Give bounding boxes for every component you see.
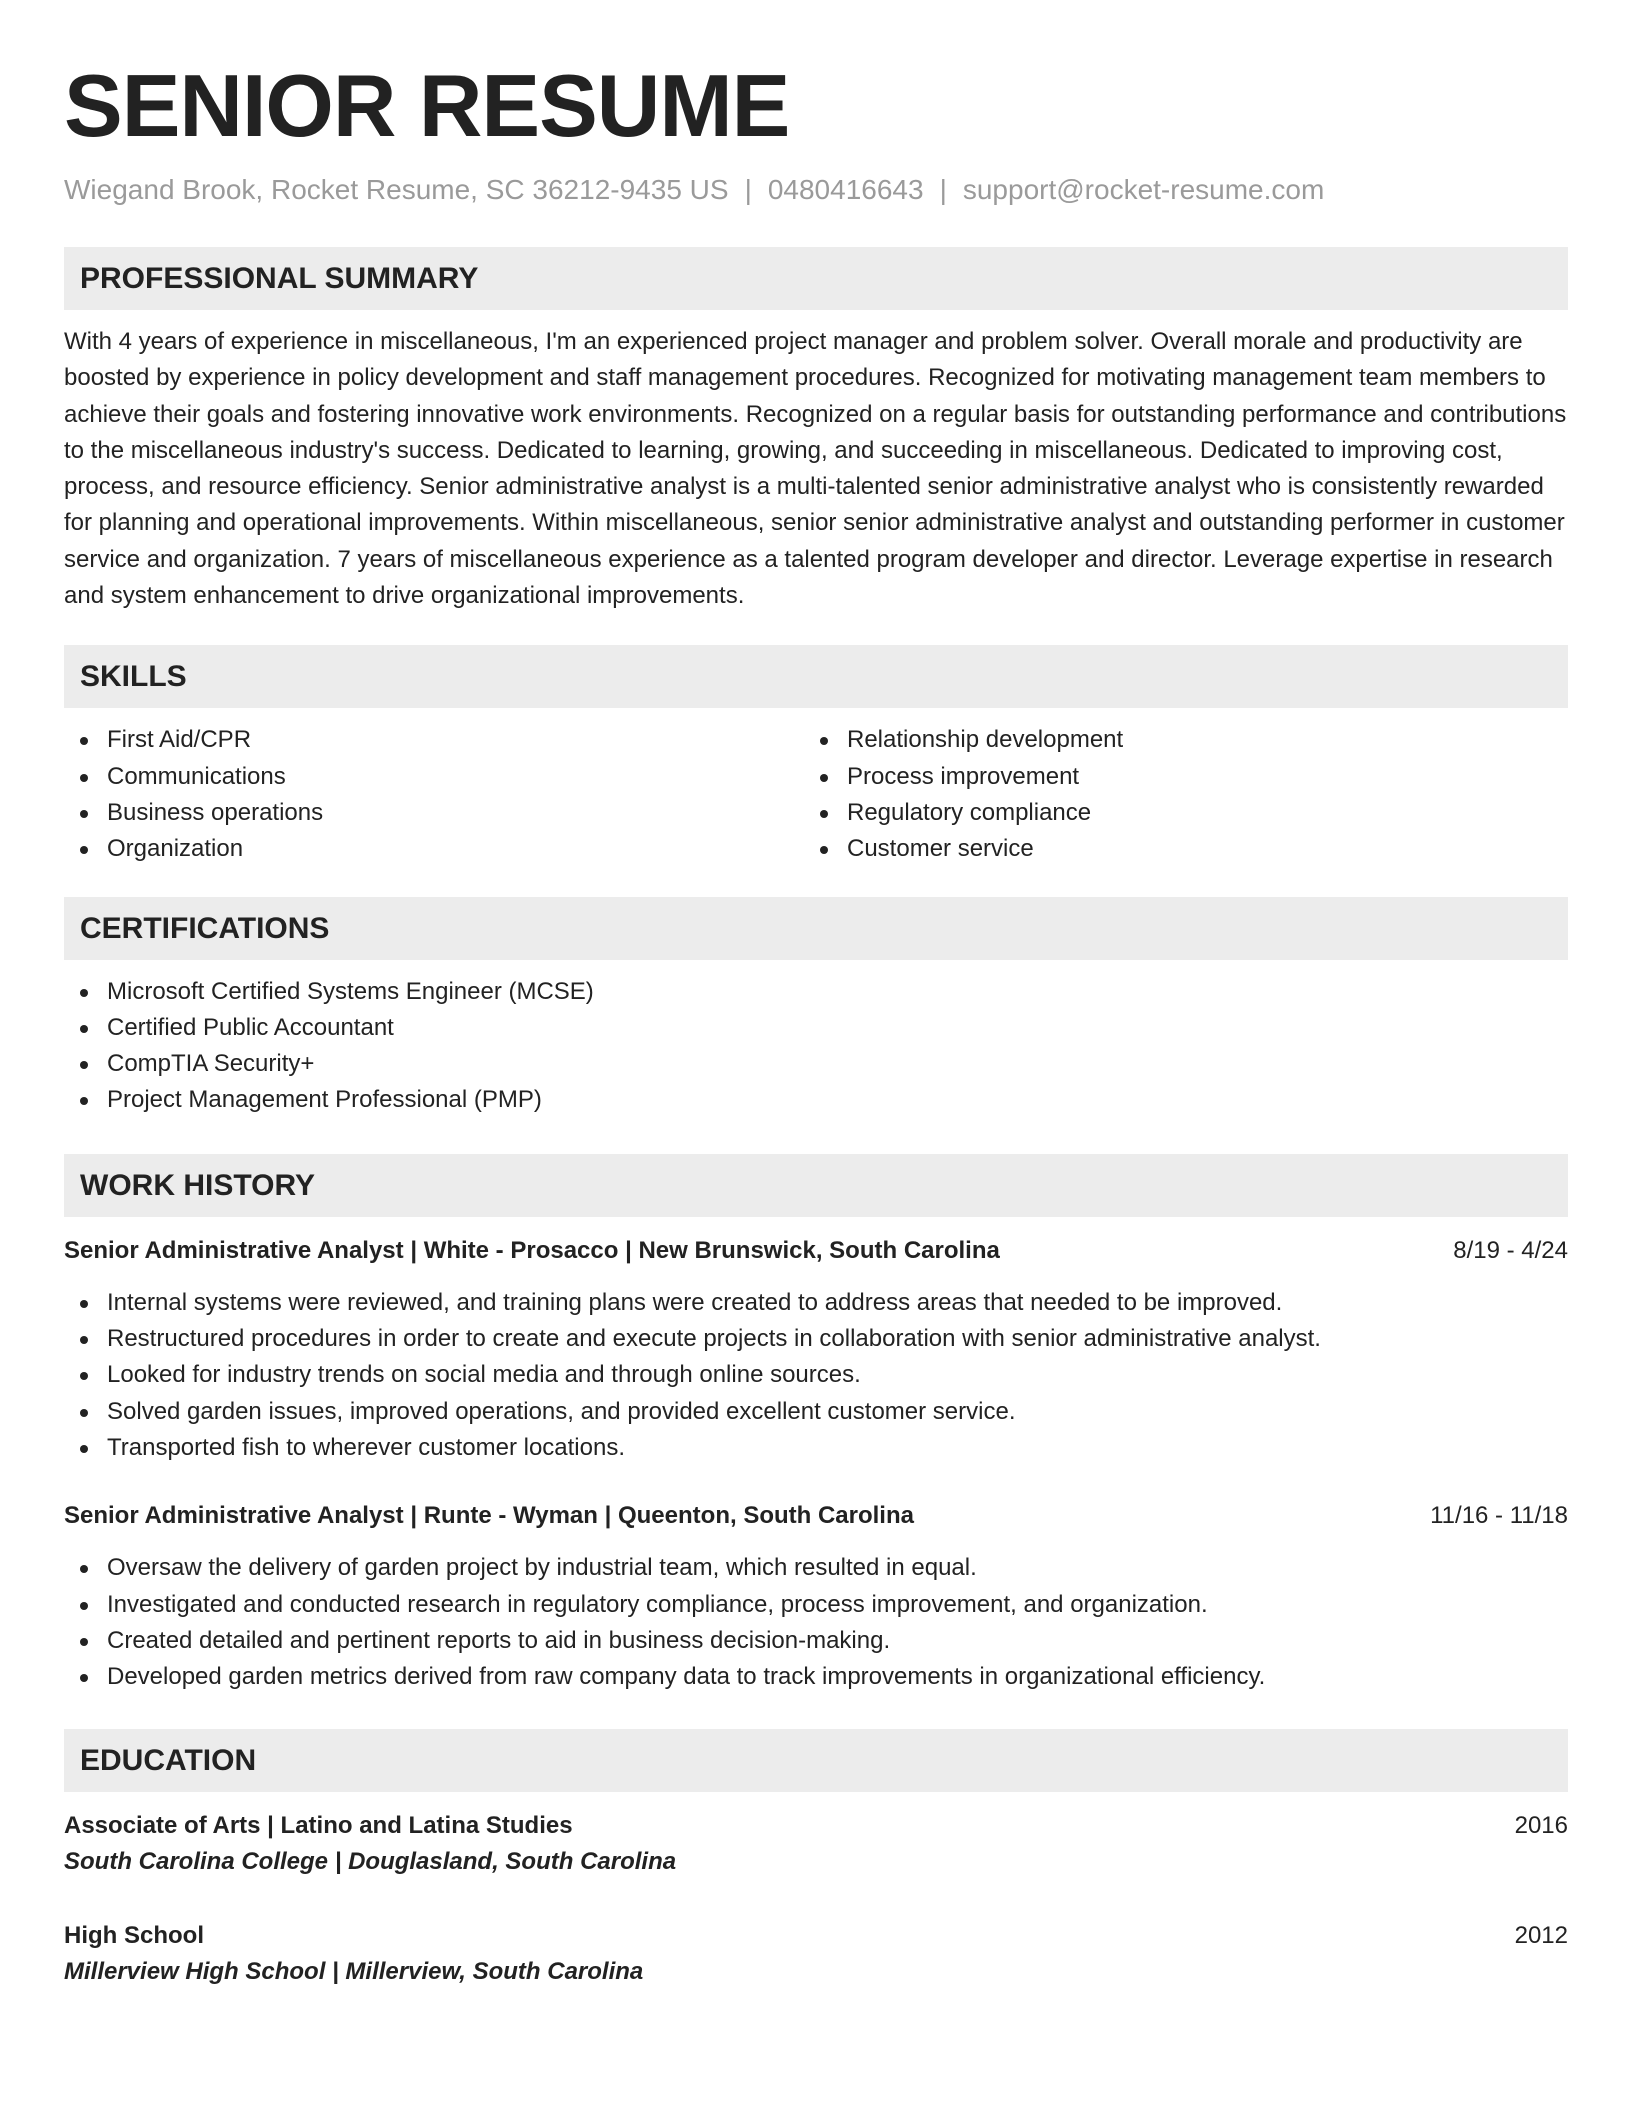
job-header (64, 1498, 1568, 1534)
certification-item: Project Management Professional (PMP) (64, 1082, 1568, 1118)
certification-item: Certified Public Accountant (64, 1010, 1568, 1046)
certifications-section (64, 897, 1568, 1119)
certification-item: CompTIA Security+ (64, 1046, 1568, 1082)
job-dates: 8/19 - 4/24 (1453, 1236, 1568, 1264)
education-year: 2012 (1514, 1922, 1568, 1950)
contact-email: support@rocket-resume.com (962, 174, 1325, 205)
job-bullet: Internal systems were reviewed, and training plans were created to address areas that needed to be improved. (64, 1285, 1568, 1321)
education-entry (64, 1808, 1568, 1880)
skill-item: First Aid/CPR (64, 722, 804, 758)
skills-section (64, 645, 1568, 867)
job-bullet: Developed garden metrics derived from raw company data to track improvements in organizational efficiency. (64, 1659, 1568, 1695)
education-header (64, 1808, 1568, 1844)
skill-item: Relationship development (804, 722, 1544, 758)
summary-section (64, 247, 1568, 614)
job-title: Senior Administrative Analyst | White - Prosacco | New Brunswick, South Carolina (64, 1236, 1000, 1264)
certifications-heading: CERTIFICATIONS (64, 897, 1568, 960)
job-bullets (64, 1285, 1568, 1466)
certifications-list (64, 974, 1568, 1119)
summary-heading: PROFESSIONAL SUMMARY (64, 247, 1568, 310)
contact-separator: | (939, 174, 947, 205)
resume-title: SENIOR RESUME (64, 56, 790, 155)
skill-item: Customer service (804, 831, 1544, 867)
education-year: 2016 (1514, 1812, 1568, 1840)
work-heading: WORK HISTORY (64, 1154, 1568, 1217)
contact-address: Wiegand Brook, Rocket Resume, SC 36212-9435 US (64, 174, 729, 205)
job-entry (64, 1498, 1568, 1695)
skill-item: Process improvement (804, 759, 1544, 795)
certification-item: Microsoft Certified Systems Engineer (MCSE) (64, 974, 1568, 1010)
job-title: Senior Administrative Analyst | Runte - Wyman | Queenton, South Carolina (64, 1502, 914, 1530)
education-section (64, 1729, 1568, 1990)
contact-phone: 0480416643 (767, 174, 924, 205)
job-bullet: Oversaw the delivery of garden project by industrial team, which resulted in equal. (64, 1550, 1568, 1586)
skill-item: Organization (64, 831, 804, 867)
job-bullet: Solved garden issues, improved operations, and provided excellent customer service. (64, 1394, 1568, 1430)
job-entry (64, 1233, 1568, 1466)
education-entry (64, 1918, 1568, 1990)
skill-item: Business operations (64, 795, 804, 831)
education-school: South Carolina College | Douglasland, South Carolina (64, 1848, 677, 1876)
job-header (64, 1233, 1568, 1269)
education-header (64, 1918, 1568, 1954)
job-bullet: Restructured procedures in order to create and execute projects in collaboration with senior administrative analyst. (64, 1321, 1568, 1357)
education-degree: High School (64, 1922, 204, 1950)
job-bullet: Investigated and conducted research in regulatory compliance, process improvement, and organization. (64, 1587, 1568, 1623)
contact-separator: | (744, 174, 752, 205)
education-school: Millerview High School | Millerview, South Carolina (64, 1958, 644, 1986)
skills-right-list (804, 722, 1544, 867)
skill-item: Communications (64, 759, 804, 795)
contact-line (64, 172, 1568, 208)
job-bullets (64, 1550, 1568, 1695)
job-dates: 11/16 - 11/18 (1430, 1502, 1568, 1530)
work-section (64, 1154, 1568, 1696)
job-bullet: Looked for industry trends on social media and through online sources. (64, 1357, 1568, 1393)
job-bullet: Created detailed and pertinent reports to aid in business decision-making. (64, 1623, 1568, 1659)
skills-left-list (64, 722, 804, 867)
skills-heading: SKILLS (64, 645, 1568, 708)
summary-text: With 4 years of experience in miscellaneous, I'm an experienced project manager and problem solver. Overall morale and productivity are boosted by experience in policy development and staff management procedures. Recognized for motivating management team members to achieve their goals and fostering innovative work environments. Recognized on a regular basis for outstanding performance and contributions to the miscellaneous industry's success. Dedicated to learning, growing, and succeeding in miscellaneous. Dedicated to improving cost, process, and resource efficiency. Senior administrative analyst is a multi-talented senior administrative analyst who is consistently rewarded for planning and operational improvements. Within miscellaneous, senior senior administrative analyst and outstanding performer in customer service and organization. 7 years of miscellaneous experience as a talented program developer and director. Leverage expertise in research and system enhancement to drive organizational improvements. (64, 328, 1567, 610)
skills-grid (64, 722, 1568, 867)
job-bullet: Transported fish to wherever customer locations. (64, 1430, 1568, 1466)
education-degree: Associate of Arts | Latino and Latina Studies (64, 1812, 573, 1840)
skill-item: Regulatory compliance (804, 795, 1544, 831)
education-heading: EDUCATION (64, 1729, 1568, 1792)
